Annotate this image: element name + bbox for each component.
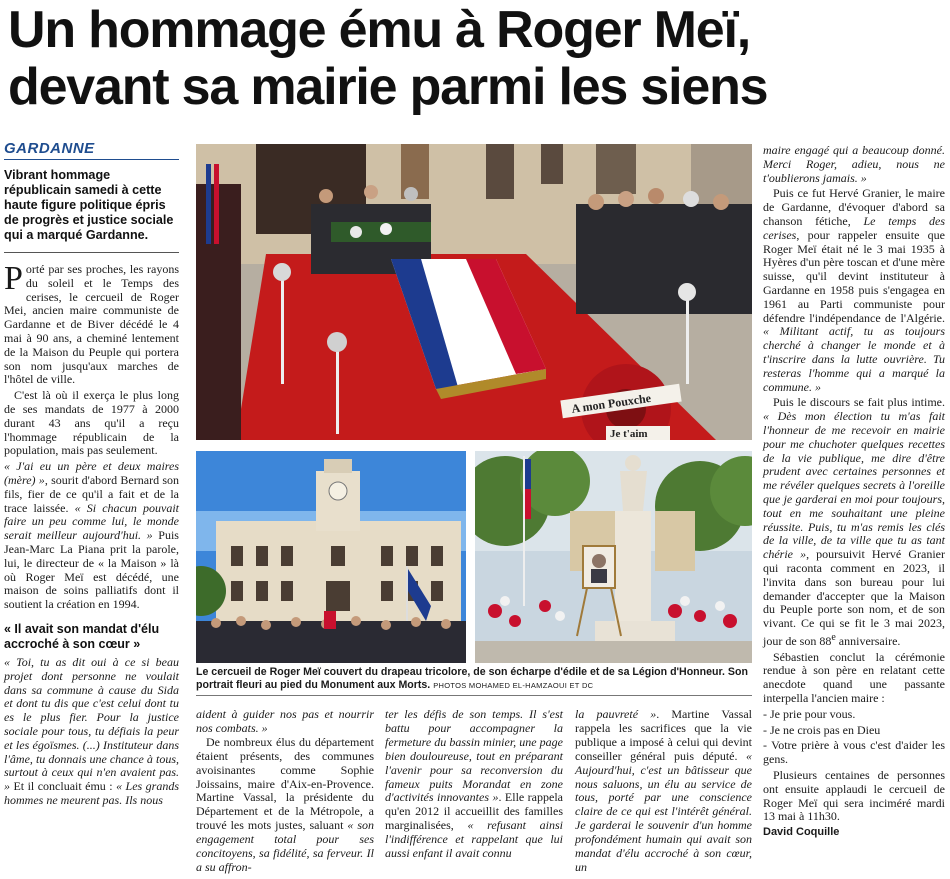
photo-credit: PHOTOS MOHAMED EL-HAMZAOUI ET DC (433, 681, 594, 690)
headline-line-2: devant sa mairie parmi les siens (8, 58, 768, 116)
column-3: ter les défis de son temps. Il s'est battu pour accompagner la fermeture du bassin minier, une page bien douloureuse, tout en préparant l'avenir pour sa reconversion du fameux puits Morandat en zone d'activités innovantes ». Elle rappela qu'en 2012 il accueillit des familles marginalisées, « refusant ainsi l'indifférence et rappelant que lui aussi enfant il avait connu (385, 707, 563, 861)
rubric-label: GARDANNE (4, 140, 179, 160)
intro-text (4, 260, 180, 612)
column-2: aident à guider nos pas et nourrir nos combats. » De nombreux élus du département étaient présents, des communes avoisinantes comme Sophie Joissains, maire d'Aix-en-Provence. Martine Vassal, la présidente du Département et de la Métropole, a trouvé les mots justes, saluant « son engagement total pour ses concitoyens, sa fidélité, sa ferveur. Il a su affron- (196, 707, 374, 874)
right-column: maire engagé qui a beaucoup donné. Merci Roger, adieu, nous ne t'oublierons jamais. » Puis ce fut Hervé Granier, le maire de Gardanne, d'évoquer d'abord sa chanson fétiche, Le temps des cerises, pour rappeler ensuite que Roger Meï était né le 3 mai 1935 à Hyères d'un père toscan et d'une mère suisse, qu'il devint instituteur à Gardanne en 1958 puis s'engagea en 1961 au Parti communiste pour défendre l'indépendance de l'Algérie. « Militant actif, tu as toujours cherché à changer le monde et à t'inscrire dans la lutte ouvrière. Tu resteras l'homme qui a marqué la commune. » Puis le discours se fait plus intime. « Dès mon élection tu m'as fait l'honneur de me recevoir en mairie pour me chuchoter quelques recettes de la vie publique, me dire d'être prudent avec certaines personnes et me révéler quelques secrets à l'oreille que je garderai en moi pour toujours, tout en me souhaitant une pleine réussite. Puis, tu m'as remis les clés de la ville, de ta ville que tu as tant chérie », poursuivit Hervé Granier qui raconta comment en 2023, il l'invita dans son bureau pour lui demander d'accepter que la Maison du Peuple porte son nom, et de son vivant. Ce qui se fit le 3 mai 2023, jour de son 88e anniversaire. Sébastien conclut la cérémonie rendue à son père en relatant cette anecdote quand une passante interpella l'ancien maire : - Je prie pour vous. - Je ne crois pas en Dieu - Votre prière à vous c'est d'aider les gens. Plusieurs centaines de personnes ont ensuite applaudi le cercueil de Roger Meï qui sera inciméré mardi 13 mai à 11h30. David Coquille (763, 143, 945, 839)
headline-line-1: Un hommage ému à Roger Meï, (8, 1, 750, 59)
intro-paragraph-2: C'est là où il exerça le plus long de ses mandats de 1977 à 2000 durant 43 ans qu'il a reçu l'hommage républicain de la population, mais pas seulement. (4, 388, 179, 458)
intro-paragraph-3: « J'ai eu un père et deux maires (mère) », sourit d'abord Bernard son fils, fier de ce qu'il a fait et de la trace laissée. « Si chacun pouvait faire un peu comme lui, le monde serait meilleur aujourd'hui. » Puis Jean-Marc La Piana prit la parole, lui, le directeur de « la Maison » là où Roger Meï est décédé, une maison de soins palliatifs dont il soutient la création en 1994. (4, 459, 180, 612)
intro-paragraph-1: Porté par ses proches, les rayons du soleil et le Temps des cerises, le cercueil de Roger Mei, ancien maire communiste de Gardanne et de Biver décédé le 4 mai à 90 ans, a cheminé lentement de la Maison du Peuple qui portera son nom jusqu'aux marches de l'hôtel de ville. (4, 260, 179, 387)
photo-caption: Le cercueil de Roger Meï couvert du drapeau tricolore, de son écharpe d'édile et de sa Légion d'Honneur. Son portrait fleuri au pied du Monument aux Morts. PHOTOS MOHAMED EL-HAMZAOUI ET DC (196, 666, 752, 696)
subheading: « Il avait son mandat d'élu accroché à son cœur » (4, 621, 160, 651)
photo-town-hall (196, 451, 466, 663)
wreath-ribbon-text: A mon Pouxche (570, 390, 652, 416)
left-after-subhead: « Toi, tu as dit oui à ce si beau projet dont personne ne voulait dans sa commune à cause du Sida et dont tu dis que c'est celui dont tu es le plus fier. Pour la justice sociale pour tous, tu défiais la peur et les égoïsmes. (...) Instituteur dans l'âme, tu donnais une chance à tous, surtout à ceux qui n'en avaient pas. » Et il concluait ému : « Les grands hommes ne meurent pas. Ils nous (4, 654, 179, 807)
photo-monument (475, 451, 752, 663)
author-signature: David Coquille (763, 826, 840, 839)
left-column (4, 140, 179, 810)
headline (8, 2, 943, 116)
main-photo-coffin (196, 144, 752, 440)
dropcap: P (4, 260, 23, 297)
wreath-ribbon-text-2: Je t'aim (610, 428, 648, 440)
column-4: la pauvreté ». Martine Vassal rappela les sacrifices que la vie publique a imposé à celui qui devint conseiller général puis député. « Aujourd'hui, c'est un bâtisseur que nous saluons, un élu au service de tous, porté par une conscience claire de ce qui est l'intérêt général. Je garderai le souvenir d'un homme profondément humain qui avait son mandat d'élu accroché à son cœur, un (575, 707, 752, 874)
chapo: Vibrant hommage républicain samedi à cette haute figure politique épris de progrès et justice sociale qui a marqué Gardanne. (4, 168, 179, 253)
